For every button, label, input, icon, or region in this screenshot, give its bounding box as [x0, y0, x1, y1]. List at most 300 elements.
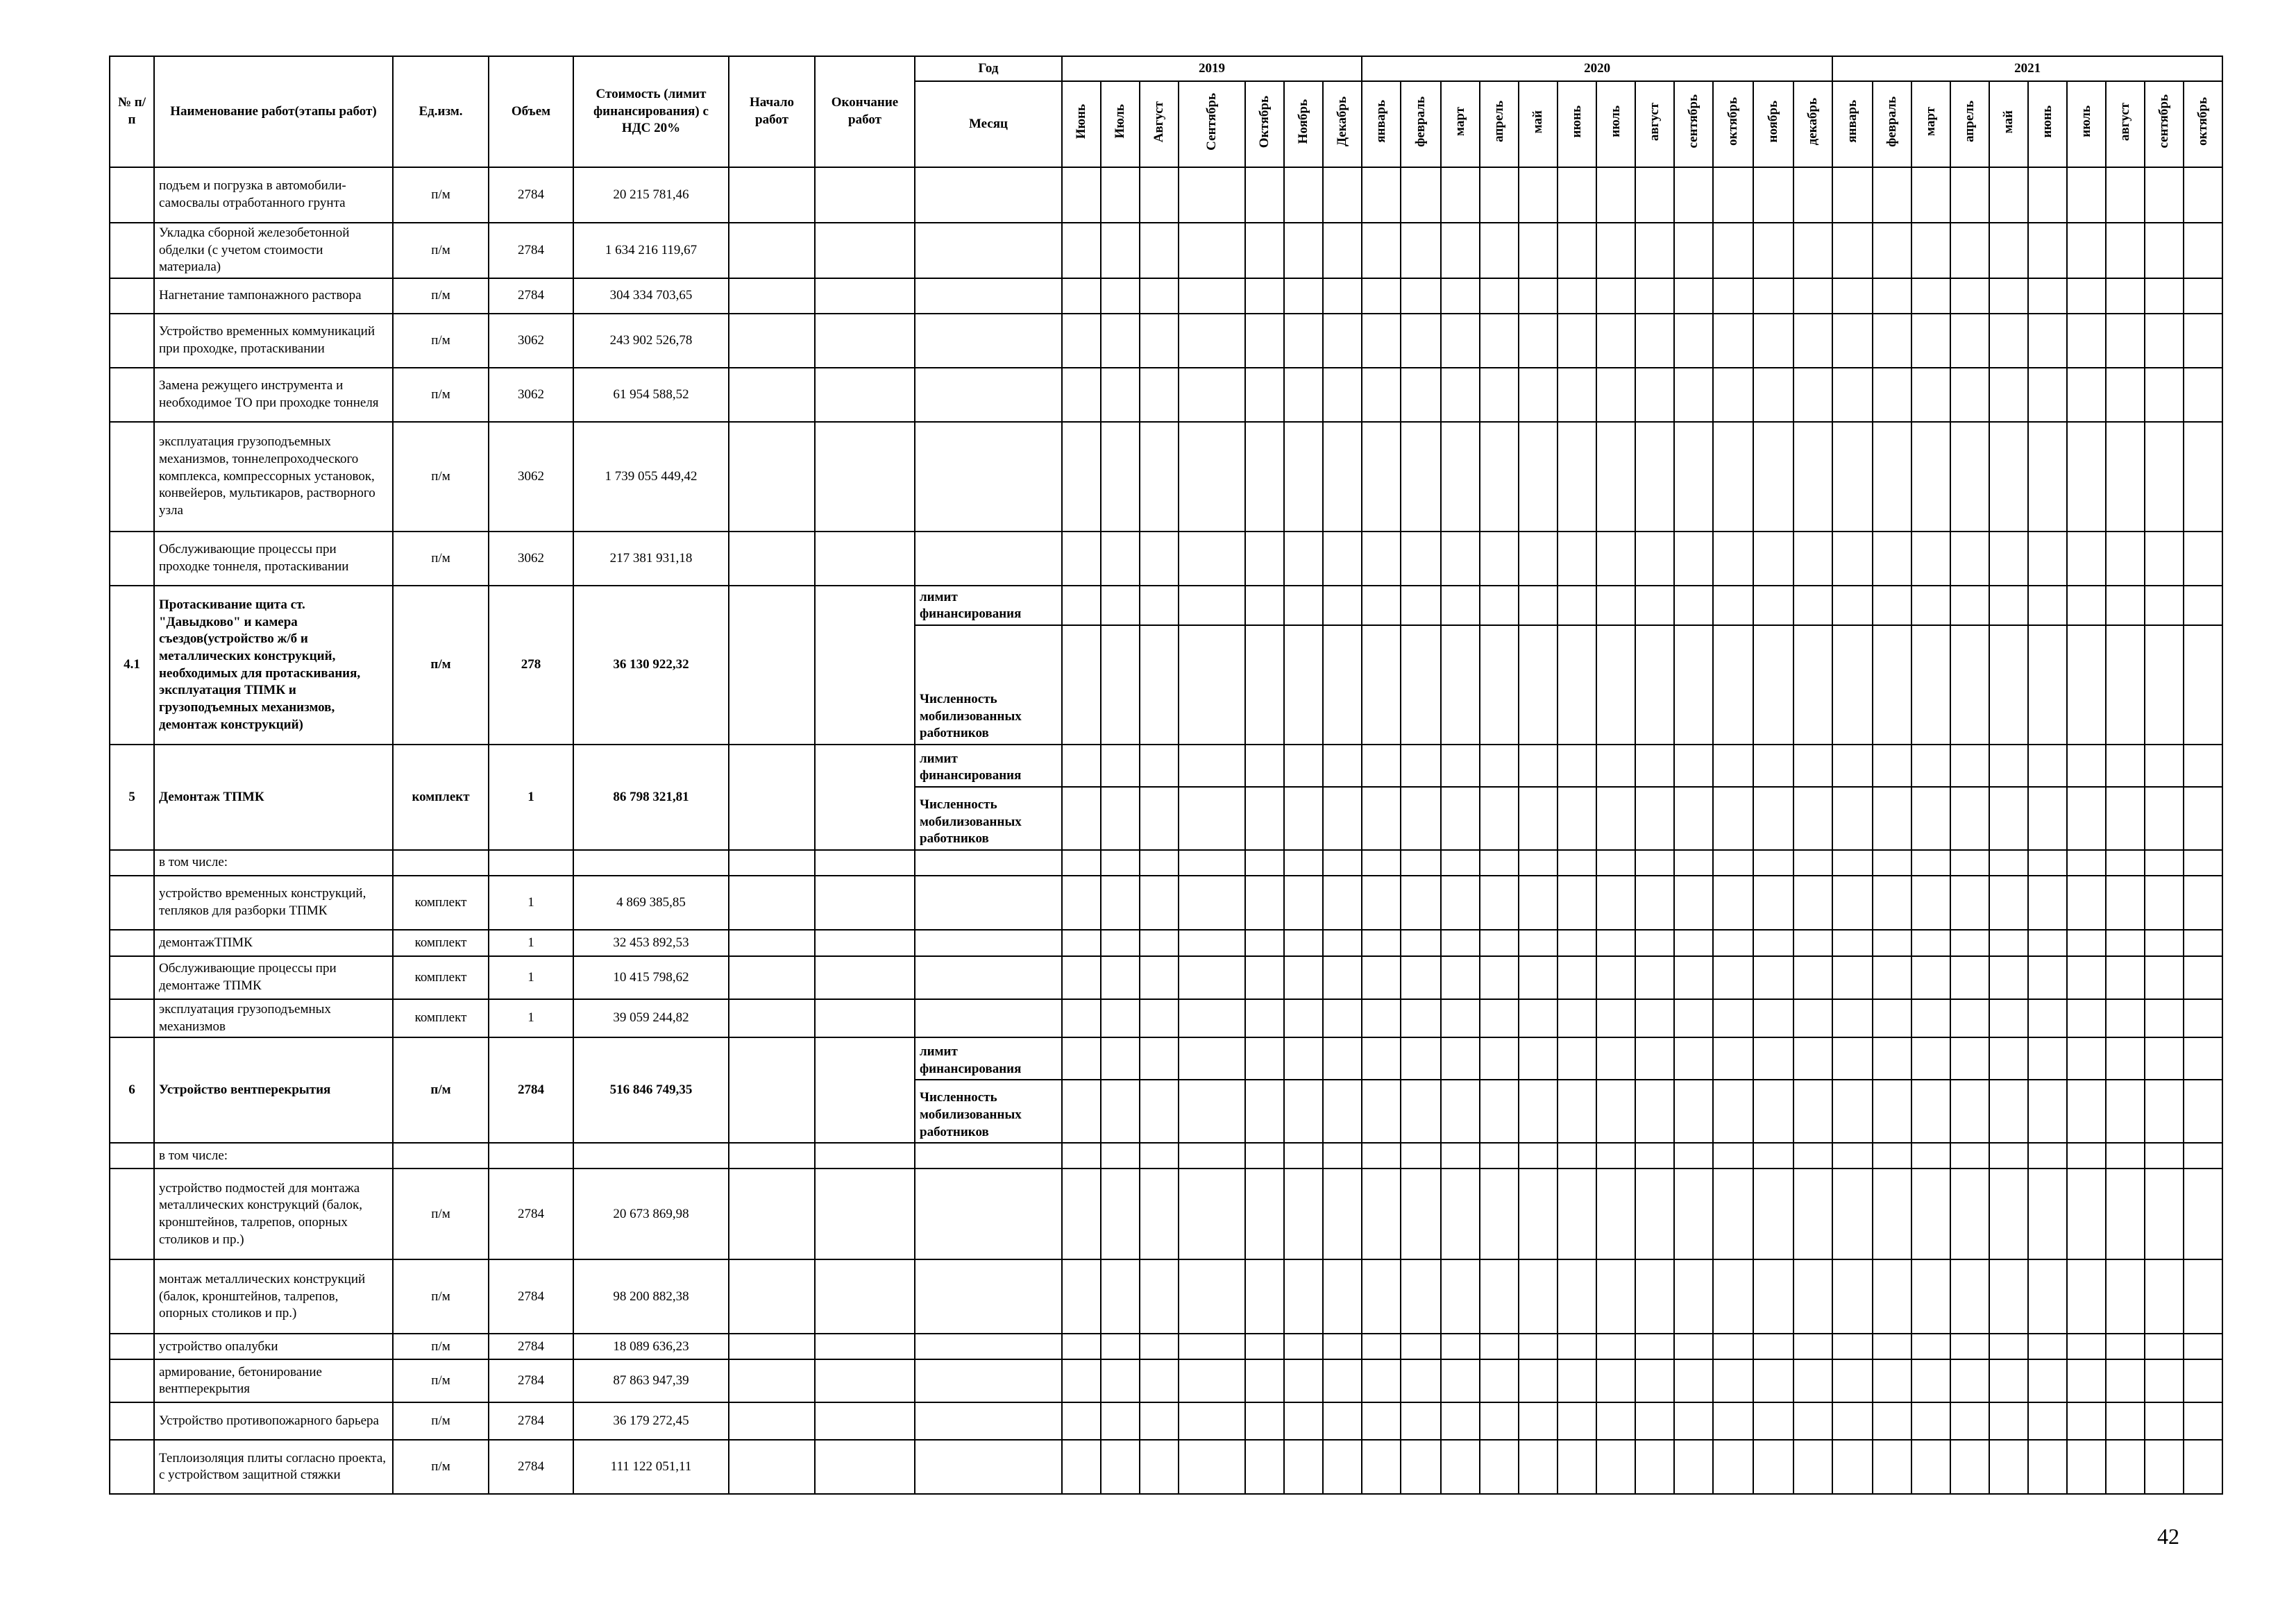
schedule-cell	[2067, 1143, 2106, 1169]
schedule-cell	[1674, 1440, 1713, 1494]
volume: 2784	[489, 167, 573, 223]
schedule-cell	[1753, 422, 1793, 532]
schedule-cell	[1519, 999, 1558, 1037]
schedule-cell	[1179, 745, 1245, 787]
schedule-cell	[2184, 1359, 2222, 1402]
schedule-cell	[1832, 1080, 1873, 1143]
schedule-cell	[2145, 1402, 2184, 1440]
schedule-cell	[1635, 876, 1674, 930]
schedule-cell	[1519, 314, 1558, 368]
schedule-cell	[1596, 532, 1635, 586]
schedule-cell	[1713, 999, 1753, 1037]
header-month-label: август	[1646, 102, 1662, 141]
section-cost: 36 130 922,32	[573, 586, 729, 745]
table-cell	[729, 1334, 815, 1359]
schedule-cell	[1441, 745, 1480, 787]
schedule-cell	[1140, 586, 1179, 625]
table-row	[110, 56, 2222, 81]
schedule-cell	[1362, 850, 1401, 876]
schedule-cell	[2184, 314, 2222, 368]
volume: 2784	[489, 223, 573, 278]
header-month	[2106, 81, 2145, 167]
schedule-cell	[1284, 368, 1323, 422]
header-month-label: май	[1530, 110, 1545, 133]
schedule-cell	[1323, 278, 1362, 314]
schedule-cell	[1911, 999, 1950, 1037]
schedule-cell	[1284, 930, 1323, 956]
schedule-cell	[1480, 1080, 1519, 1143]
schedule-cell	[1140, 876, 1179, 930]
schedule-cell	[1323, 745, 1362, 787]
schedule-cell	[1793, 625, 1832, 745]
section-cost: 516 846 749,35	[573, 1037, 729, 1143]
schedule-cell	[1284, 876, 1323, 930]
schedule-cell	[1793, 1143, 1832, 1169]
table-cell	[729, 1259, 815, 1334]
schedule-cell	[1062, 1402, 1101, 1440]
schedule-cell	[1558, 1169, 1596, 1259]
schedule-cell	[1245, 586, 1284, 625]
volume: 2784	[489, 278, 573, 314]
schedule-cell	[1179, 1402, 1245, 1440]
table-cell	[573, 1143, 729, 1169]
table-row	[110, 1259, 2222, 1334]
header-month-label: Месяц	[915, 81, 1062, 167]
schedule-cell	[1401, 1037, 1441, 1080]
schedule-cell	[1911, 1402, 1950, 1440]
schedule-cell	[1596, 314, 1635, 368]
schedule-cell	[1062, 223, 1101, 278]
table-cell	[110, 314, 154, 368]
schedule-cell	[2106, 876, 2145, 930]
unit: п/м	[393, 1334, 489, 1359]
schedule-cell	[2106, 422, 2145, 532]
header-month	[1635, 81, 1674, 167]
schedule-cell	[1793, 368, 1832, 422]
schedule-cell	[1519, 1259, 1558, 1334]
schedule-cell	[1362, 1143, 1401, 1169]
schedule-cell	[1753, 956, 1793, 999]
schedule-cell	[1323, 223, 1362, 278]
schedule-cell	[1101, 1334, 1140, 1359]
schedule-cell	[1480, 1402, 1519, 1440]
schedule-cell	[1480, 1334, 1519, 1359]
schedule-cell	[1480, 1037, 1519, 1080]
schedule-cell	[1873, 999, 1911, 1037]
schedule-cell	[1401, 167, 1441, 223]
schedule-cell	[2145, 368, 2184, 422]
schedule-cell	[2028, 586, 2067, 625]
table-row	[110, 278, 2222, 314]
schedule-cell	[1674, 586, 1713, 625]
schedule-cell	[1140, 999, 1179, 1037]
schedule-cell	[2145, 586, 2184, 625]
schedule-cell	[1873, 223, 1911, 278]
schedule-cell	[1989, 422, 2028, 532]
schedule-cell	[1519, 223, 1558, 278]
schedule-cell	[1480, 532, 1519, 586]
schedule-cell	[1558, 787, 1596, 850]
volume: 2784	[489, 1169, 573, 1259]
schedule-cell	[1950, 930, 1989, 956]
schedule-cell	[1873, 625, 1911, 745]
table-cell	[729, 999, 815, 1037]
schedule-cell	[1793, 223, 1832, 278]
schedule-cell	[1713, 223, 1753, 278]
schedule-cell	[1441, 999, 1480, 1037]
header-month	[1480, 81, 1519, 167]
schedule-cell	[1753, 167, 1793, 223]
schedule-cell	[2067, 930, 2106, 956]
table-cell	[729, 223, 815, 278]
unit: п/м	[393, 532, 489, 586]
schedule-cell	[1401, 223, 1441, 278]
schedule-cell	[1362, 1334, 1401, 1359]
table-cell	[729, 956, 815, 999]
schedule-cell	[1245, 625, 1284, 745]
schedule-cell	[1323, 1259, 1362, 1334]
schedule-cell	[1284, 1037, 1323, 1080]
schedule-cell	[1911, 1037, 1950, 1080]
schedule-cell	[1558, 876, 1596, 930]
schedule-cell	[1635, 167, 1674, 223]
schedule-cell	[1284, 532, 1323, 586]
volume: 2784	[489, 1259, 573, 1334]
schedule-cell	[1284, 956, 1323, 999]
header-month	[2145, 81, 2184, 167]
schedule-cell	[2067, 876, 2106, 930]
schedule-cell	[1911, 278, 1950, 314]
schedule-cell	[1362, 1359, 1401, 1402]
schedule-cell	[1793, 532, 1832, 586]
schedule-cell	[1140, 1334, 1179, 1359]
table-cell	[729, 1359, 815, 1402]
table-cell	[729, 368, 815, 422]
schedule-cell	[1832, 930, 1873, 956]
schedule-cell	[1793, 167, 1832, 223]
schedule-cell	[1674, 1143, 1713, 1169]
schedule-cell	[1101, 223, 1140, 278]
header-month-label: Июнь	[1073, 104, 1088, 139]
header-month	[1401, 81, 1441, 167]
schedule-cell	[1558, 1143, 1596, 1169]
header-month-label: июнь	[2039, 105, 2054, 138]
schedule-cell	[1911, 1359, 1950, 1402]
schedule-cell	[1245, 787, 1284, 850]
schedule-cell	[2145, 532, 2184, 586]
schedule-cell	[1989, 1334, 2028, 1359]
header-end: Окончание работ	[815, 56, 915, 167]
schedule-cell	[1635, 930, 1674, 956]
header-month-label: апрель	[1961, 101, 1977, 143]
header-month-label: март	[1923, 107, 1938, 137]
table-cell	[815, 1359, 915, 1402]
schedule-cell	[2145, 422, 2184, 532]
schedule-cell	[1950, 368, 1989, 422]
unit: п/м	[393, 167, 489, 223]
header-month	[1596, 81, 1635, 167]
schedule-cell	[1323, 787, 1362, 850]
schedule-cell	[1832, 223, 1873, 278]
schedule-cell	[2106, 930, 2145, 956]
header-month-label: декабрь	[1805, 97, 1820, 146]
schedule-cell	[1519, 787, 1558, 850]
schedule-cell	[1793, 787, 1832, 850]
schedule-cell	[2145, 745, 2184, 787]
schedule-cell	[1245, 422, 1284, 532]
schedule-cell	[1245, 1402, 1284, 1440]
schedule-cell	[2028, 1440, 2067, 1494]
work-name: армирование, бетонирование вентперекрытия	[154, 1359, 393, 1402]
schedule-cell	[1519, 368, 1558, 422]
schedule-cell	[1323, 1359, 1362, 1402]
schedule-cell	[1179, 1037, 1245, 1080]
schedule-cell	[1245, 532, 1284, 586]
schedule-cell	[1950, 532, 1989, 586]
schedule-cell	[2028, 223, 2067, 278]
header-month	[2184, 81, 2222, 167]
schedule-cell	[1753, 368, 1793, 422]
schedule-cell	[1179, 625, 1245, 745]
schedule-cell	[1362, 167, 1401, 223]
schedule-cell	[1793, 1080, 1832, 1143]
section-volume: 1	[489, 745, 573, 850]
schedule-cell	[2106, 745, 2145, 787]
schedule-cell	[1989, 368, 2028, 422]
schedule-cell	[1950, 1440, 1989, 1494]
table-row	[110, 1334, 2222, 1359]
schedule-cell	[1245, 1359, 1284, 1402]
schedule-cell	[2145, 876, 2184, 930]
schedule-cell	[1140, 1440, 1179, 1494]
schedule-cell	[1519, 1440, 1558, 1494]
schedule-cell	[1713, 1402, 1753, 1440]
schedule-cell	[1140, 1359, 1179, 1402]
schedule-cell	[1596, 1169, 1635, 1259]
table-cell	[815, 1037, 915, 1143]
schedule-cell	[1713, 1143, 1753, 1169]
schedule-cell	[1480, 422, 1519, 532]
schedule-cell	[1793, 745, 1832, 787]
schedule-cell	[1284, 1334, 1323, 1359]
schedule-cell	[1753, 1259, 1793, 1334]
schedule-cell	[1911, 1259, 1950, 1334]
unit: комплект	[393, 876, 489, 930]
schedule-cell	[1674, 1037, 1713, 1080]
schedule-cell	[2106, 1359, 2145, 1402]
table-row	[110, 167, 2222, 223]
staff-label: Численность мобилизованных работников	[915, 787, 1062, 850]
schedule-cell	[2184, 1169, 2222, 1259]
schedule-cell	[1179, 876, 1245, 930]
schedule-cell	[2028, 1080, 2067, 1143]
schedule-cell	[1753, 1169, 1793, 1259]
schedule-cell	[1989, 532, 2028, 586]
schedule-cell	[1101, 1440, 1140, 1494]
schedule-cell	[1245, 223, 1284, 278]
schedule-cell	[1674, 1402, 1713, 1440]
schedule-cell	[1832, 1334, 1873, 1359]
schedule-cell	[1674, 956, 1713, 999]
schedule-cell	[1062, 422, 1101, 532]
schedule-cell	[1911, 787, 1950, 850]
schedule-cell	[1519, 930, 1558, 956]
table-cell	[729, 1402, 815, 1440]
schedule-cell	[2028, 278, 2067, 314]
schedule-cell	[1635, 422, 1674, 532]
schedule-cell	[1596, 1037, 1635, 1080]
schedule-cell	[1950, 850, 1989, 876]
work-name: эксплуатация грузоподъемных механизмов	[154, 999, 393, 1037]
schedule-cell	[1284, 167, 1323, 223]
schedule-cell	[1519, 956, 1558, 999]
schedule-cell	[1989, 1259, 2028, 1334]
schedule-cell	[2028, 1334, 2067, 1359]
schedule-cell	[2145, 1169, 2184, 1259]
schedule-cell	[1950, 1334, 1989, 1359]
schedule-cell	[1793, 876, 1832, 930]
volume: 3062	[489, 532, 573, 586]
unit: п/м	[393, 314, 489, 368]
schedule-cell	[1635, 999, 1674, 1037]
schedule-cell	[1401, 999, 1441, 1037]
section-name: Демонтаж ТПМК	[154, 745, 393, 850]
schedule-cell	[1441, 930, 1480, 956]
schedule-cell	[1911, 1334, 1950, 1359]
schedule-cell	[1596, 1259, 1635, 1334]
schedule-cell	[2184, 278, 2222, 314]
schedule-cell	[1596, 368, 1635, 422]
schedule-cell	[1323, 314, 1362, 368]
schedule-cell	[1062, 1037, 1101, 1080]
header-cost: Стоимость (лимит финансирования) с НДС 20%	[573, 56, 729, 167]
schedule-cell	[2184, 167, 2222, 223]
schedule-cell	[1911, 1440, 1950, 1494]
table-cell	[815, 930, 915, 956]
schedule-cell	[2067, 1080, 2106, 1143]
table-cell	[915, 314, 1062, 368]
table-row	[110, 1169, 2222, 1259]
schedule-cell	[2028, 999, 2067, 1037]
schedule-cell	[1753, 532, 1793, 586]
schedule-cell	[1245, 1143, 1284, 1169]
schedule-cell	[2028, 876, 2067, 930]
schedule-cell	[1635, 625, 1674, 745]
schedule-cell	[2184, 850, 2222, 876]
schedule-cell	[1179, 223, 1245, 278]
schedule-cell	[1832, 1440, 1873, 1494]
schedule-cell	[1989, 745, 2028, 787]
schedule-cell	[2184, 625, 2222, 745]
schedule-cell	[1323, 1334, 1362, 1359]
section-volume: 2784	[489, 1037, 573, 1143]
schedule-cell	[1596, 1143, 1635, 1169]
schedule-cell	[2184, 368, 2222, 422]
schedule-cell	[1323, 1169, 1362, 1259]
schedule-cell	[2184, 1334, 2222, 1359]
table-cell	[110, 1334, 154, 1359]
section-number: 6	[110, 1037, 154, 1143]
schedule-cell	[1519, 1143, 1558, 1169]
section-number: 4.1	[110, 586, 154, 745]
schedule-cell	[1635, 850, 1674, 876]
schedule-cell	[1989, 1440, 2028, 1494]
schedule-cell	[1179, 1359, 1245, 1402]
schedule-cell	[2106, 1440, 2145, 1494]
header-name: Наименование работ(этапы работ)	[154, 56, 393, 167]
schedule-cell	[2145, 167, 2184, 223]
schedule-cell	[1441, 1402, 1480, 1440]
schedule-cell	[2067, 223, 2106, 278]
schedule-cell	[1950, 223, 1989, 278]
cost: 10 415 798,62	[573, 956, 729, 999]
schedule-cell	[1441, 850, 1480, 876]
table-row	[110, 1037, 2222, 1080]
schedule-cell	[1245, 930, 1284, 956]
cost: 61 954 588,52	[573, 368, 729, 422]
schedule-cell	[1713, 278, 1753, 314]
header-month-label: июнь	[1569, 105, 1584, 138]
schedule-cell	[1793, 1440, 1832, 1494]
schedule-cell	[1753, 1037, 1793, 1080]
schedule-cell	[1558, 956, 1596, 999]
schedule-cell	[2028, 930, 2067, 956]
schedule-cell	[1753, 1440, 1793, 1494]
table-cell	[729, 1037, 815, 1143]
schedule-cell	[1480, 930, 1519, 956]
table-row	[110, 586, 2222, 625]
schedule-cell	[2106, 1169, 2145, 1259]
schedule-cell	[1753, 999, 1793, 1037]
schedule-cell	[1062, 930, 1101, 956]
schedule-cell	[1911, 314, 1950, 368]
header-unit: Ед.изм.	[393, 56, 489, 167]
header-volume: Объем	[489, 56, 573, 167]
schedule-cell	[1635, 586, 1674, 625]
schedule-cell	[1911, 1169, 1950, 1259]
table-cell	[815, 1440, 915, 1494]
schedule-cell	[1441, 1143, 1480, 1169]
header-month	[1713, 81, 1753, 167]
schedule-cell	[1441, 223, 1480, 278]
schedule-cell	[1519, 850, 1558, 876]
schedule-cell	[1950, 787, 1989, 850]
volume: 1	[489, 930, 573, 956]
schedule-cell	[1401, 1440, 1441, 1494]
limit-label: лимит финансирования	[915, 745, 1062, 787]
schedule-cell	[1793, 1359, 1832, 1402]
schedule-cell	[2028, 745, 2067, 787]
schedule-cell	[1911, 956, 1950, 999]
schedule-cell	[1558, 532, 1596, 586]
schedule-cell	[2145, 930, 2184, 956]
schedule-cell	[1873, 956, 1911, 999]
schedule-cell	[1062, 787, 1101, 850]
schedule-cell	[1441, 1080, 1480, 1143]
header-month	[2067, 81, 2106, 167]
schedule-cell	[1635, 1259, 1674, 1334]
schedule-cell	[1140, 1080, 1179, 1143]
schedule-cell	[1480, 1440, 1519, 1494]
schedule-cell	[1596, 745, 1635, 787]
schedule-cell	[1323, 876, 1362, 930]
schedule-cell	[1558, 223, 1596, 278]
schedule-cell	[1519, 422, 1558, 532]
table-cell	[729, 167, 815, 223]
schedule-cell	[1284, 422, 1323, 532]
schedule-cell	[1911, 876, 1950, 930]
schedule-cell	[2067, 368, 2106, 422]
